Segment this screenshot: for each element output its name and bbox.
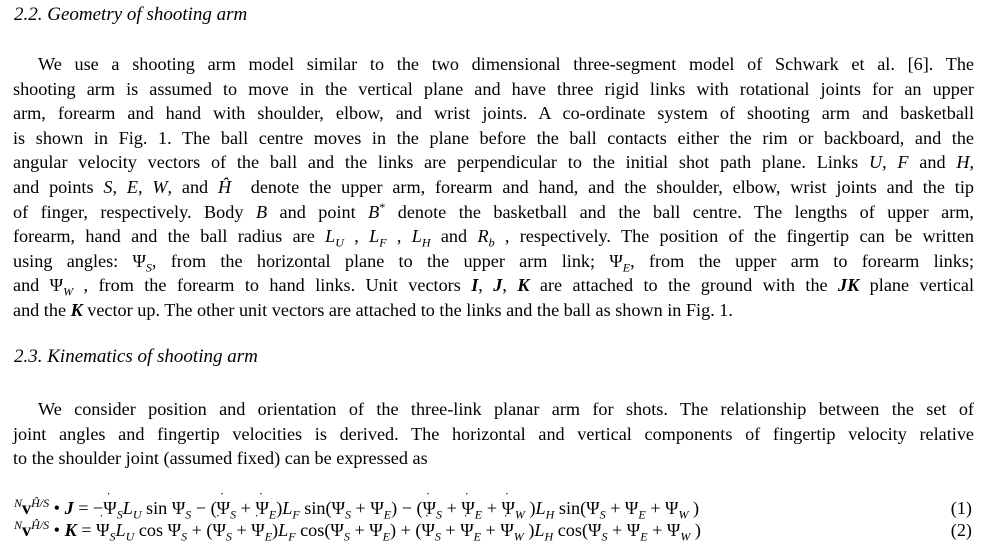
text-line: to the shoulder joint (assumed fixed) can be expressed as [13, 448, 428, 469]
text-line: and the K vector up. The other unit vectors are attached to the links and the ball as shown in Fig. 1. [13, 299, 733, 320]
section-heading-kinematics: 2.3. Kinematics of shooting arm [14, 346, 258, 367]
text-line: of finger, respectively. Body B and point B* denote the basketball and the ball centre. The lengths of upper arm, [13, 199, 974, 222]
text-line: joint angles and fingertip velocities is derived. The horizontal and vertical components of fingertip velocity relative [13, 423, 974, 444]
equation-2-number: (2) [950, 520, 972, 540]
section-heading-geometry: 2.2. Geometry of shooting arm [14, 4, 248, 25]
text-line: using angles: $\Psi_S$, from the horizontal plane to the upper arm link; $\Psi_E$, from the upper arm to forearm links; [13, 250, 974, 275]
text-line: angular velocity vectors of the ball and the links are perpendicular to the initial shot path plane. Links U, F and H, [13, 152, 975, 173]
text-line: We consider position and orientation of the three-link planar arm for shots. The relationship between the set of [38, 399, 974, 419]
equation-1-number: (1) [950, 498, 972, 518]
text-line: forearm, hand and the ball radius are $L_U$ , $L_F$ , $L_H$ and $R_b$ , respectively. The position of the fingertip can be written [13, 226, 975, 250]
equation-1-body: $^Nv^{Ĥ/S}$ • J = −Ψ $˙_SL_U$ $\sin \Psi_S - (\Psi$ $˙_S + \Psi$ $˙_E)L_F$ $\sin(\Psi_S + \Psi_E) - (\Psi$ $˙_S + \Psi$ $˙_E + \Psi$ $˙_W$ )$L_H$ $\sin(\Psi_S + \Psi_E + \Psi_W$ ) [14, 497, 699, 519]
text-line: is shown in Fig. 1. The ball centre moves in the plane before the ball contacts either the rim or backboard, and the [13, 127, 974, 148]
equation-2-body: $^Nv^{Ĥ/S}$ • K = Ψ $˙_SL_U$ $\cos \Psi_S + (\Psi$ $˙_S + \Psi$ $˙_E)L_F$ $\cos(\Psi_S + \Psi_E) + (\Psi$ $˙_S + \Psi$ $˙_E + \Psi$ $˙_W$ )$L_H$ $\cos(\Psi_S + \Psi_E + \Psi_W$ ) [14, 519, 701, 541]
paragraph-kinematics [13, 397, 974, 471]
text-line: We use a shooting arm model similar to the two dimensional three-segment model of Schwark et al. [6]. The [38, 54, 974, 74]
paragraph-geometry [13, 52, 974, 323]
text-line: and points S, E, W, and Ĥ denote the upper arm, forearm and hand, and the shoulder, elbow, wrist joints and the tip [13, 176, 975, 197]
text-line: arm, forearm and hand with shoulder, elbow, and wrist joints. A co-ordinate system of shooting arm and basketball [13, 103, 974, 124]
text-line: shooting arm is assumed to move in the vertical plane and have three rigid links with rotational joints for an upper [13, 78, 974, 99]
text-line: and $\Psi_W$ , from the forearm to hand links. Unit vectors I, J, K are attached to the ground with the JK plane vertical [13, 275, 975, 299]
